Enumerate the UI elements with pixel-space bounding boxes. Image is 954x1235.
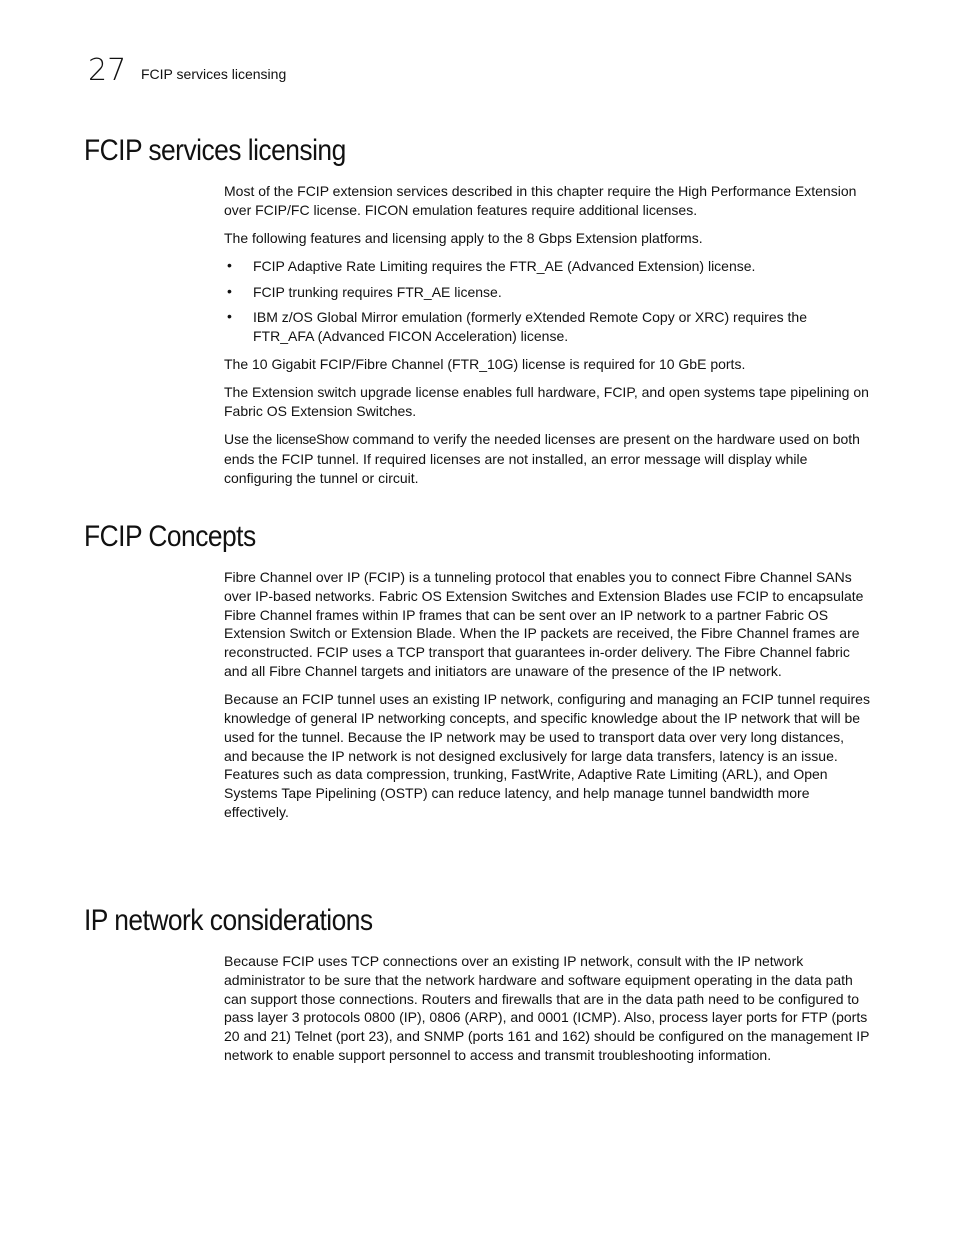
running-title: FCIP services licensing bbox=[141, 66, 287, 82]
paragraph: Because FCIP uses TCP connections over an existing IP network, consult with the IP network administrator to be sure that the network hardware and software equipment operating in the data path can support those connections. Routers and firewalls that are in the data path need to be configured to pass layer 3 protocols 0800 (IP), 0806 (ARP), and 0001 (ICMP). Also, process layer ports for FTP (ports 20 and 21) Telnet (port 23), and SNMP (ports 161 and 162) should be configured on the management IP network to enable support personnel to access and transmit troubleshooting information. bbox=[224, 953, 870, 1063]
paragraph: The following features and licensing apply to the 8 Gbps Extension platforms. bbox=[224, 230, 703, 247]
text-run: Use the bbox=[224, 431, 277, 448]
list-item-text: IBM z/OS Global Mirror emulation (formerly eXtended Remote Copy or XRC) requires the FTR_AFA (Advanced FICON Acceleration) license. bbox=[253, 308, 807, 344]
list-item-text: FCIP Adaptive Rate Limiting requires the FTR_AE (Advanced Extension) license. bbox=[253, 258, 756, 275]
license-bullet-list bbox=[224, 257, 870, 345]
text-run: command to verify the needed licenses are present on the hardware used on both ends the FCIP tunnel. If required licenses are not installed, an error message will display while configuring the tunnel or circuit. bbox=[224, 431, 860, 486]
paragraph: Most of the FCIP extension services described in this chapter require the High Performance Extension over FCIP/FC license. FICON emulation features require additional licenses. bbox=[224, 183, 857, 218]
bullet-icon: • bbox=[227, 307, 232, 324]
paragraph-licenseshow bbox=[224, 430, 870, 487]
command-licenseshow: licenseShow bbox=[276, 432, 349, 448]
paragraph: Because an FCIP tunnel uses an existing IP network, configuring and managing an FCIP tunnel requires knowledge of general IP networking concepts, and specific knowledge about the IP network that will be used for the tunnel. Because the IP network may be used to transport data over very long distances, and because the IP network is not designed exclusively for large data transfers, latency is an issue. Features such as data compression, trunking, FastWrite, Adaptive Rate Limiting (ARL), and Open Systems Tape Pipelining (OSTP) can reduce latency, and help manage tunnel bandwidth more effectively. bbox=[224, 691, 870, 821]
bullet-icon: • bbox=[227, 257, 232, 274]
paragraph: Fibre Channel over IP (FCIP) is a tunneling protocol that enables you to connect Fibre Channel SANs over IP-based networks. Fabric OS Extension Switches and Extension Blades use FCIP to encapsulate Fibre Channel frames within IP frames that can be sent over an IP network to a partner Fabric OS Extension Switch or Extension Blade. When the IP packets are received, the Fibre Channel frames are reconstructed. FCIP uses a TCP transport that guarantees in-order delivery. The Fibre Channel fabric and all Fibre Channel targets and initiators are unaware of the presence of the IP network. bbox=[224, 569, 864, 679]
heading-fcip-services-licensing: FCIP services licensing bbox=[84, 134, 346, 167]
heading-ip-network-considerations: IP network considerations bbox=[84, 904, 373, 937]
list-item-text: FCIP trunking requires FTR_AE license. bbox=[253, 283, 502, 300]
list-item bbox=[224, 257, 870, 276]
section-fcip-services-licensing-body bbox=[224, 182, 870, 497]
paragraph: The Extension switch upgrade license enables full hardware, FCIP, and open systems tape pipelining on Fabric OS Extension Switches. bbox=[224, 384, 869, 419]
section-ip-network-considerations-body bbox=[224, 952, 870, 1074]
list-item bbox=[224, 308, 870, 346]
list-item bbox=[224, 283, 870, 302]
paragraph: The 10 Gigabit FCIP/Fibre Channel (FTR_10G) license is required for 10 GbE ports. bbox=[224, 355, 746, 372]
section-fcip-concepts-body bbox=[224, 568, 870, 831]
bullet-icon: • bbox=[227, 282, 232, 299]
heading-fcip-concepts: FCIP Concepts bbox=[84, 520, 256, 553]
chapter-number: 27 bbox=[88, 53, 127, 88]
